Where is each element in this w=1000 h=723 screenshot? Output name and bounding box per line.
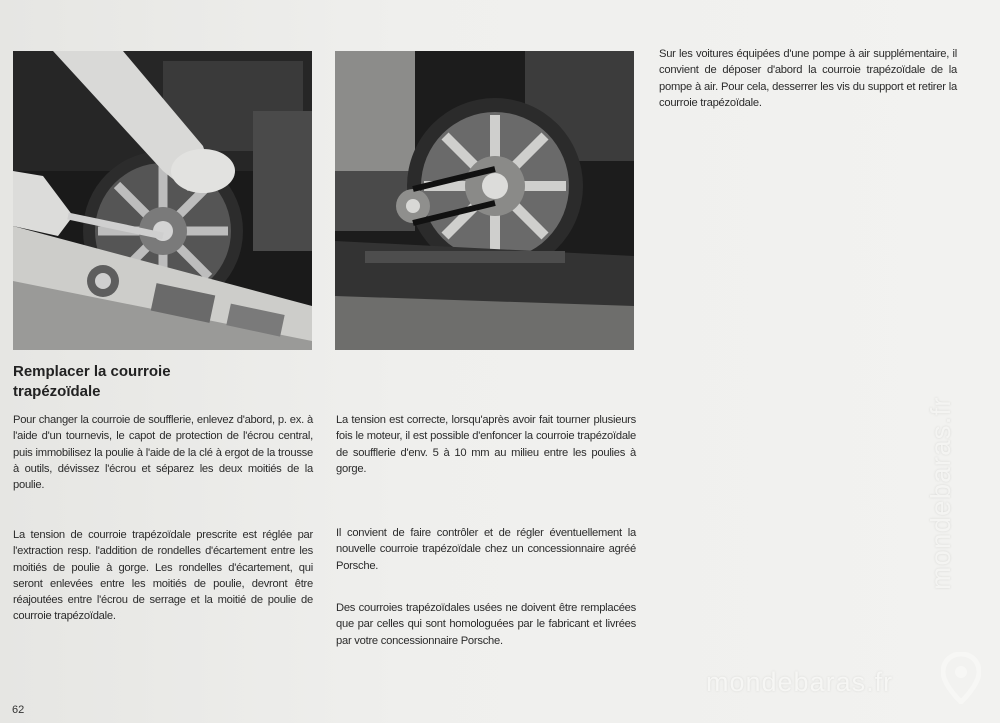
- page-number: 62: [12, 704, 25, 716]
- left-paragraph-1: Pour changer la courroie de soufflerie, enlevez d'abord, p. ex. à l'aide d'un tournevis, le capot de protection de l'écrou central, puis immobilisez la poulie à l'aide de la clé à ergot de la trousse à outils, dévissez l'écrou et séparez les deux moitiés de la poulie.: [13, 414, 313, 492]
- middle-paragraph-1: La tension est correcte, lorsqu'après avoir fait tourner plusieurs fois le moteur, il est possible d'enfoncer la courroie trapézoïdale de soufflerie d'env. 5 à 10 mm au milieu entre les poulies à gorge.: [336, 414, 636, 475]
- section-heading-line1: Remplacer la courroie: [13, 363, 171, 380]
- middle-paragraph-2: Il convient de faire contrôler et de régler éventuellement la nouvelle courroie trapézoïdale chez un concessionnaire agréé Porsche.: [336, 527, 636, 572]
- photo-fan-belt-tension: [335, 51, 634, 350]
- photo-fan-pulley-wrench: [13, 51, 312, 350]
- engine-photo-right-illustration: [335, 51, 634, 350]
- middle-paragraph-3: Des courroies trapézoïdales usées ne doivent être remplacées que par celles qui sont homologuées par le fabricant et livrées par votre concessionnaire Porsche.: [336, 602, 636, 647]
- section-heading-line2: trapézoïdale: [13, 383, 101, 400]
- right-paragraph-1: Sur les voitures équipées d'une pompe à air supplémentaire, il convient de déposer d'abord la courroie trapézoïdale de la pompe à air. Pour cela, desserrer les vis du support et retirer la courroie trapézoïdale.: [659, 48, 957, 109]
- section-heading: [13, 362, 313, 402]
- watermark-text: mondebaras.fr: [706, 667, 894, 697]
- location-pin-icon: [941, 652, 981, 704]
- watermark-vertical-text: mondebaras.fr: [925, 396, 956, 590]
- engine-photo-left-illustration: [13, 51, 312, 350]
- left-paragraph-2: La tension de courroie trapézoïdale prescrite est réglée par l'extraction resp. l'addition de rondelles d'écartement entre les moitiés de poulie à gorge. Les rondelles d'écartement, qui seront enlevées entre les moitiés de poulie, devront être réajoutées entre l'écrou de serrage et la moitié de poulie de courroie trapézoïdale.: [13, 529, 313, 623]
